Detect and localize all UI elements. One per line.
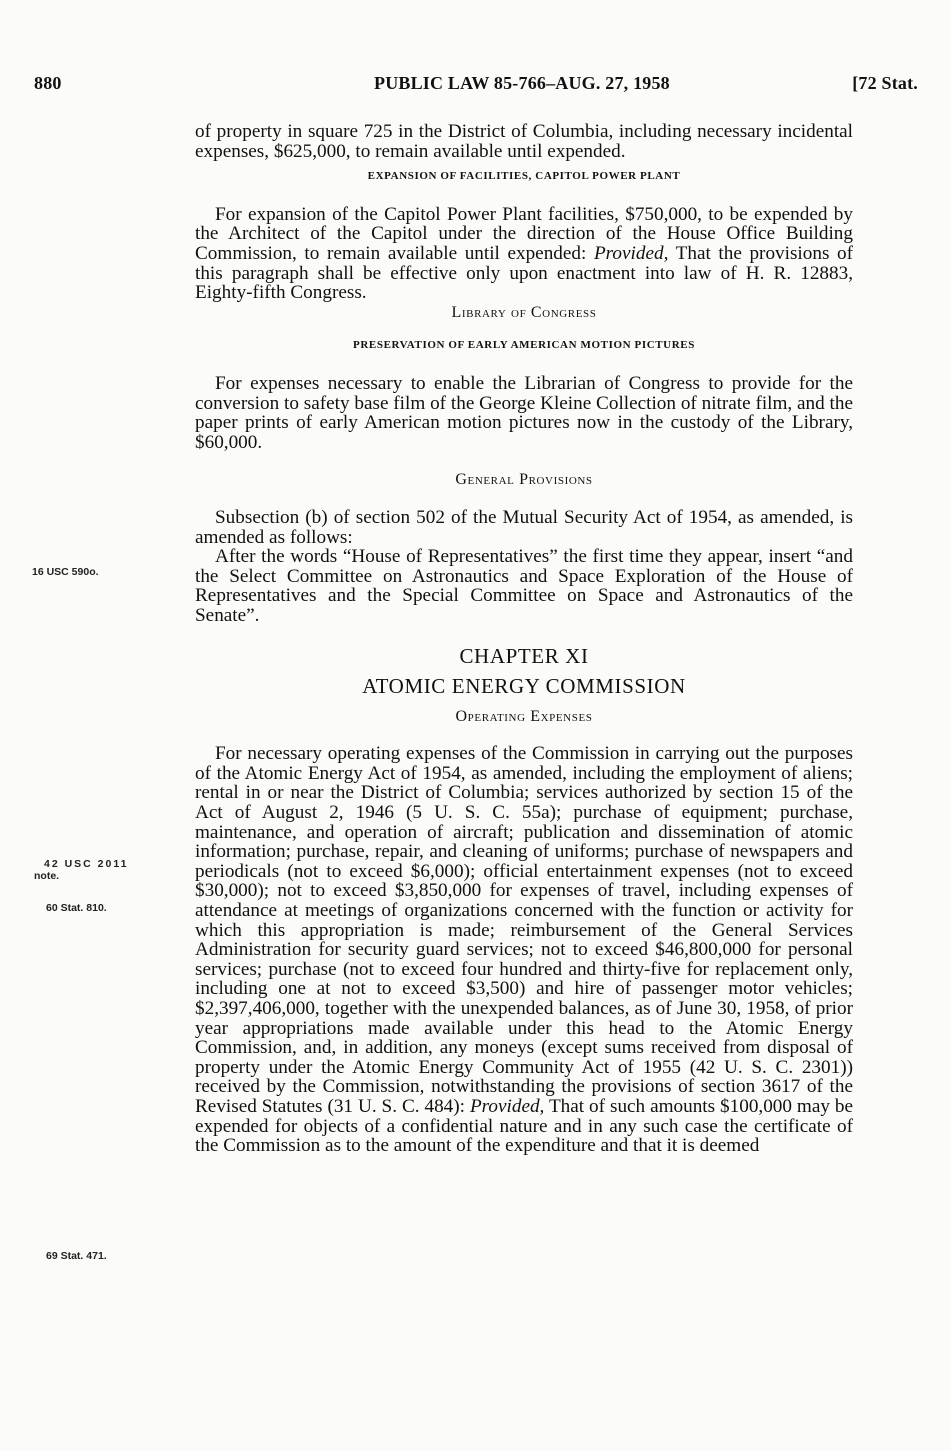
paragraph-operating-expenses-part-1: For necessary operating expenses of the Commission in carrying out the purposes of the Atomic Energy Act of 1954, as amended, including the employment of aliens; rental in or near the District of Columbia; services authorized by section 15 of the Act of August 2, 1946 (5 U. S. C. 55a); purchase of equipment; purchase, maintenance, and operation of aircraft; publication and dissemination of atomic information; purchase, repair, and cleaning of uniforms; purchase of newspapers and periodicals (not to exceed $6,000); official entertainment expenses (not to exceed $30,000); not to exceed $3,850,000 for expenses of travel, including expenses of attendance at meetings of organizations concerned with the function or activity for which this appropriation is made; reimbursement of the General Services Administration for security guard services; not to exceed $46,800,000 for personal services; purchase (not to exceed four hundred and thirty-five for replacement only, including one at not to exceed $3,500) and hire of passenger motor vehicles; $2,397,406,000, together with the unexpended balances, as of June 30, 1958, of prior year appropriations made available under this head to the Atomic Energy Commission, and, in addition, any moneys (except sums received from disposal of property under the Atomic Energy Community Act of 1955 (42 U. S. C. 2301)) received by the Commission, notwithstanding the provisions of section 3617 of the Revised Statutes (31 U. S. C. 484): (195, 743, 853, 1117)
chapter-heading: CHAPTER XI (459, 644, 589, 669)
paragraph-motion-pictures: For expenses necessary to enable the Librarian of Congress to provide for the conversion to safety base film of the George Kleine Collection of nitrate film, and the paper prints of early American motion pictures now in the custody of the Library, $60,000. (195, 372, 853, 453)
margin-note-42-usc-line-1: 42 USC 2011 (44, 858, 129, 870)
statute-reference: [72 Stat. (852, 73, 918, 93)
margin-note-16-usc: 16 USC 590o. (32, 566, 99, 578)
heading-motion-pictures: PRESERVATION OF EARLY AMERICAN MOTION PICTURES (353, 339, 695, 352)
agency-heading: ATOMIC ENERGY COMMISSION (362, 674, 686, 699)
heading-capitol-power-plant: EXPANSION OF FACILITIES, CAPITOL POWER PLANT (367, 170, 681, 183)
heading-general-provisions: General Provisions (455, 471, 593, 489)
paragraph-subsection-b: Subsection (b) of section 502 of the Mutual Security Act of 1954, as amended, is amended as follows: (195, 506, 853, 548)
page-number: 880 (34, 73, 62, 93)
paragraph-capitol-power-plant-part-2: That the provisions of this paragraph shall be effective only upon enactment into law of H. R. 12883, Eighty-fifth Congress. (195, 242, 854, 304)
running-title: PUBLIC LAW 85-766–AUG. 27, 1958 (374, 73, 670, 93)
heading-library-of-congress: Library of Congress (451, 303, 597, 321)
provided-label-1: Provided, (593, 242, 669, 264)
paragraph-capitol-power-plant-part-1: For expansion of the Capitol Power Plant facilities, $750,000, to be expended by the Architect of the Capitol under the direction of the House Office Building Commission, to remain available until expended: (195, 203, 853, 264)
margin-note-69-stat: 69 Stat. 471. (46, 1250, 107, 1262)
heading-operating-expenses: Operating Expenses (455, 707, 593, 725)
margin-note-60-stat: 60 Stat. 810. (46, 902, 107, 914)
document-body (195, 122, 853, 1156)
margin-note-42-usc (34, 858, 199, 882)
paragraph-operating-expenses (195, 744, 853, 1155)
provided-label-2: Provided, (469, 1095, 545, 1117)
paragraph-capitol-power-plant (195, 205, 853, 303)
paragraph-operating-expenses-part-2: That of such amounts $100,000 may be expended for objects of a confidential nature and in any such case the certificate of the Commission as to the amount of the expenditure and that it is deemed (195, 1095, 854, 1157)
paragraph-after-the-words: After the words “House of Representatives” the first time they appear, insert “and the Select Committee on Astronautics and Space Exploration of the House of Representatives and the Special Committee on Space and Astronautics of the Senate”. (195, 546, 853, 626)
page-header (34, 73, 918, 97)
paragraph-square-725: of property in square 725 in the District of Columbia, including necessary incidental expenses, $625,000, to remain available until expended. (195, 121, 853, 162)
margin-note-42-usc-line-2: note. (34, 870, 60, 882)
